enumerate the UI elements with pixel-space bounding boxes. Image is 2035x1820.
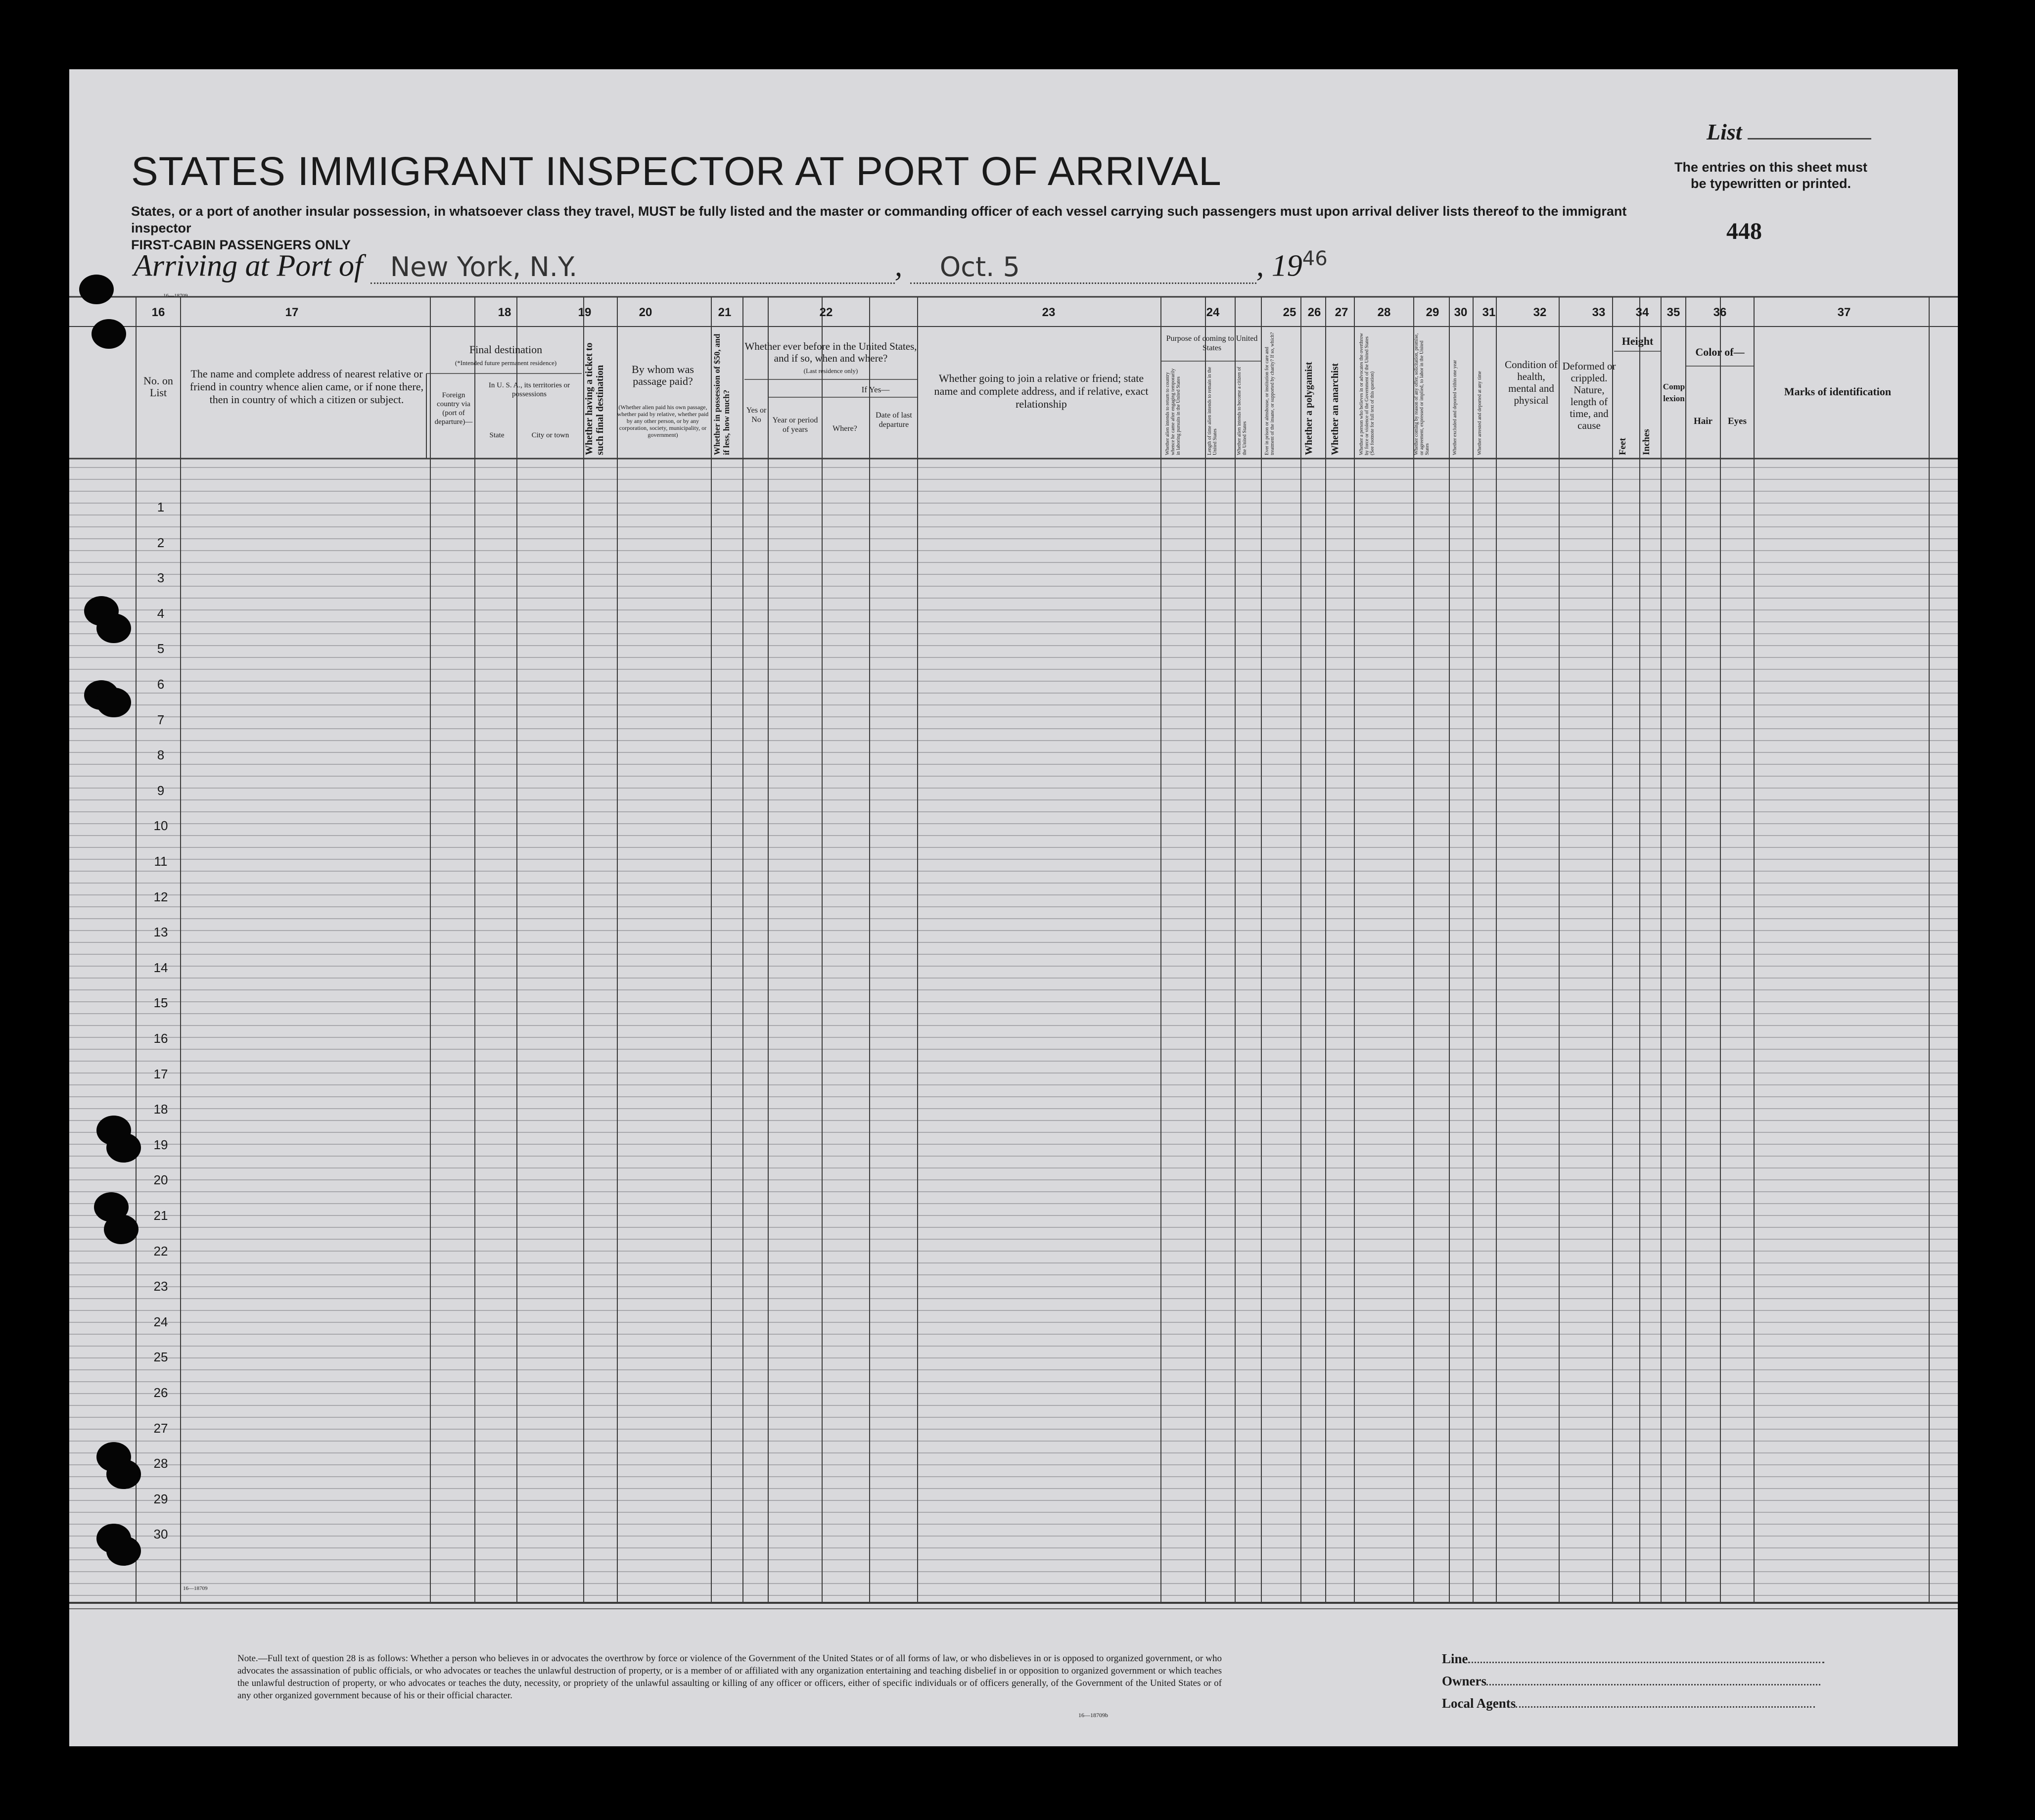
col-header-usa: In U. S. A., its territories or possessions (488, 381, 570, 398)
page-number: 448 (1726, 218, 1762, 244)
col-header-yes-no: Yes or No (746, 406, 767, 424)
col-header-inches: Inches (1641, 429, 1652, 455)
punch-hole (92, 319, 126, 349)
form-sheet (69, 69, 1958, 1746)
row-number: 9 (157, 783, 165, 798)
col-header-hair: Hair (1694, 416, 1712, 426)
col-header-previously-in-us: Whether ever before in the United States, and if so, when and where? (744, 340, 917, 364)
col-header-arrested: Whether arrested and deported at any time (1477, 371, 1482, 455)
purpose-citizen: Whether alien intends to become a citizen of the United States (1237, 367, 1248, 455)
row-number: 18 (153, 1102, 168, 1117)
col-num-37: 37 (1837, 306, 1851, 319)
punch-hole (106, 1459, 141, 1489)
agents-label (1442, 1696, 1815, 1711)
col-num-36: 36 (1713, 306, 1727, 319)
if-yes-label: If Yes— (861, 385, 890, 394)
col-num-18: 18 (498, 306, 511, 319)
row-number: 10 (153, 818, 168, 833)
row-number: 6 (157, 677, 165, 692)
owners-label-text: Owners (1442, 1674, 1486, 1688)
row-number: 20 (153, 1172, 168, 1187)
col-header-anarchist: Whether an anarchist (1330, 363, 1341, 455)
row-number: 11 (154, 854, 168, 869)
col-header-excluded: Whether excluded and deported within one year (1452, 360, 1458, 455)
col-header-no-on-list: No. on List (143, 374, 173, 399)
col-header-complexion: Complexion (1663, 382, 1685, 403)
col-header-year: Year or period of years (772, 416, 818, 434)
table-grid (69, 69, 1958, 1746)
form-code-top: 16—18709 (163, 293, 188, 299)
date-field[interactable]: Oct. 5 (910, 251, 1256, 284)
col-num-25: 25 (1283, 306, 1296, 319)
row-number: 19 (153, 1137, 168, 1152)
footer-form-code: 16—18709b (1078, 1712, 1108, 1719)
col-header-join-relative: Whether going to join a relative or friend; state name and complete address, and if relative, exact relationship (934, 372, 1149, 410)
row-number: 24 (153, 1314, 168, 1329)
col-header-city: City or town (531, 431, 569, 439)
row-number: 22 (153, 1244, 168, 1259)
col-header-ticket: Whether having a ticket to such final destination (584, 342, 605, 455)
col-header-eyes: Eyes (1728, 416, 1747, 426)
col-header-state: State (489, 431, 505, 439)
row-number: 17 (153, 1067, 168, 1081)
row-number: 29 (153, 1492, 168, 1506)
punch-hole (106, 1536, 141, 1566)
owners-field[interactable] (1486, 1684, 1820, 1685)
row-number: 12 (153, 889, 168, 904)
row-number: 25 (153, 1350, 168, 1364)
list-label-text: List (1707, 119, 1742, 144)
col-header-prison: Ever in prison or almshouse, or institution for care and treatment of the insane, or supported by charity? If so, which? (1264, 332, 1275, 455)
col-num-31: 31 (1482, 306, 1496, 319)
col-header-deformed: Deformed or crippled. Nature, length of time, and cause (1562, 360, 1616, 431)
col-num-29: 29 (1426, 306, 1439, 319)
row-number: 26 (153, 1385, 168, 1400)
passage-paid-note: (Whether alien paid his own passage, whether paid by relative, whether paid by any other person, or by any corporation, society, municipality, or government) (617, 404, 709, 438)
previously-in-us-note: (Last residence only) (803, 367, 858, 374)
col-num-28: 28 (1377, 306, 1391, 319)
col-num-27: 27 (1335, 306, 1348, 319)
col-num-23: 23 (1042, 306, 1056, 319)
footnote-question-28: Note.—Full text of question 28 is as follows: Whether a person who believes in or advocates the overthrow by force or violence of the Government of the United States or of all forms of law, or who disbelieves in or is opposed to organized government, or who advocates the assassination of public officials, or who advocates or teaches the unlawful destruction of property, or is a member of or affiliated with any organization entertaining and teaching disbelief in or opposition to organized government or which teaches the unlawful destruction of property, or who advocates or teaches the duty, necessity, or propriety of the unlawful assaulting or killing of any officer or officers, either of specific individuals or of officers generally, of the Government of the United States or of any other organized government because of his or their official character. (237, 1653, 1222, 1701)
punch-hole (106, 1133, 141, 1163)
punch-hole (104, 1214, 139, 1244)
punch-hole (79, 275, 114, 304)
col-num-30: 30 (1454, 306, 1468, 319)
col-header-passage-paid: By whom was passage paid? (632, 363, 694, 387)
instructions-text: States, or a port of another insular possession, in whatsoever class they travel, MUST be fully listed and the master or commanding officer of each vessel carrying such passengers must upon arrival deliver lists thereof to the immigrant inspector (131, 204, 1627, 235)
row-number: 16 (153, 1031, 168, 1046)
col-num-35: 35 (1666, 306, 1680, 319)
col-header-polygamist: Whether a polygamist (1303, 362, 1314, 455)
col-num-16: 16 (151, 306, 165, 319)
purpose-return-country: Whether alien intends to return to country whence he came after engaging temporarily in laboring pursuits in the United States (1165, 368, 1181, 455)
row-number: 3 (157, 570, 165, 585)
col-header-nearest-relative: The name and complete address of nearest relative or friend in country whence alien came, or if none there, then in country of which a citizen or subject. (189, 368, 424, 406)
col-header-feet: Feet (1618, 438, 1628, 455)
line-field[interactable] (1468, 1662, 1824, 1663)
row-number: 2 (157, 535, 165, 550)
year-prefix: 19 (1271, 249, 1302, 283)
col-num-20: 20 (639, 306, 652, 319)
form-code-bottom: 16—18709 (183, 1586, 208, 1591)
col-header-where: Where? (832, 424, 857, 433)
year-field[interactable]: 46 (1302, 247, 1328, 270)
col-num-24: 24 (1206, 306, 1220, 319)
col-num-33: 33 (1592, 306, 1606, 319)
col-header-final-destination: Final destination (469, 343, 543, 356)
port-field[interactable]: New York, N.Y. (370, 251, 895, 284)
form-title: STATES IMMIGRANT INSPECTOR AT PORT OF ARRIVAL (131, 149, 1222, 194)
col-header-last-departure: Date of last departure (876, 411, 912, 429)
row-number: 23 (153, 1279, 168, 1294)
row-number: 21 (153, 1208, 168, 1223)
row-number: 28 (153, 1456, 168, 1471)
owners-label (1442, 1674, 1820, 1689)
col-header-color-of: Color of— (1695, 346, 1745, 358)
col-header-labor-offer: Whether coming by reason of any offer, solicitation, promise, or agreement, expressed or implied, to labor in the United States (1414, 333, 1430, 455)
line-label-text: Line (1442, 1651, 1468, 1666)
row-number: 4 (157, 606, 165, 621)
col-header-height: Height (1621, 335, 1654, 347)
agents-label-text: Local Agents (1442, 1696, 1516, 1711)
col-header-purpose: Purpose of coming to United States (1166, 334, 1258, 352)
final-destination-note: (*Intended future permanent residence) (455, 359, 557, 367)
col-num-22: 22 (819, 306, 833, 319)
col-header-foreign-country: Foreign country via (port of departure)— (434, 391, 473, 426)
agents-field[interactable] (1516, 1706, 1815, 1708)
row-number: 5 (157, 641, 165, 656)
purpose-length-of-stay: Length of time alien intends to remain in the United States (1207, 367, 1218, 455)
passenger-class: FIRST-CABIN PASSENGERS ONLY (131, 237, 351, 252)
col-num-34: 34 (1635, 306, 1649, 319)
col-header-identification: Marks of identification (1784, 385, 1892, 398)
arrival-line: Arriving at Port of New York, N.Y. , Oct. 5 , $19^{46}$ (134, 247, 1328, 283)
row-number: 15 (153, 995, 168, 1010)
col-num-19: 19 (578, 306, 592, 319)
col-num-32: 32 (1533, 306, 1547, 319)
col-header-overthrow: Whether a person who believes in or advocates the overthrow by force or violence of the Government of the United States (See footnote for full text of this question) (1359, 333, 1375, 455)
row-number: 8 (157, 747, 165, 762)
row-number: 7 (157, 712, 165, 727)
col-header-fifty-dollars: Whether in possession of $50, and if less, how much? (712, 333, 731, 455)
row-number: 30 (153, 1527, 168, 1541)
punch-hole (96, 613, 131, 643)
arriving-label: Arriving at Port of (134, 249, 363, 283)
col-num-17: 17 (285, 306, 299, 319)
col-header-health: Condition of health, mental and physical (1505, 359, 1558, 406)
row-number: 14 (153, 960, 168, 975)
punch-hole (96, 688, 131, 717)
typewritten-notice: The entries on this sheet must be typewritten or printed. (1674, 160, 1868, 191)
row-number: 27 (153, 1421, 168, 1436)
line-label (1442, 1651, 1824, 1667)
row-number: 1 (157, 500, 165, 514)
col-num-21: 21 (718, 306, 732, 319)
row-number: 13 (153, 925, 168, 939)
col-num-26: 26 (1307, 306, 1321, 319)
